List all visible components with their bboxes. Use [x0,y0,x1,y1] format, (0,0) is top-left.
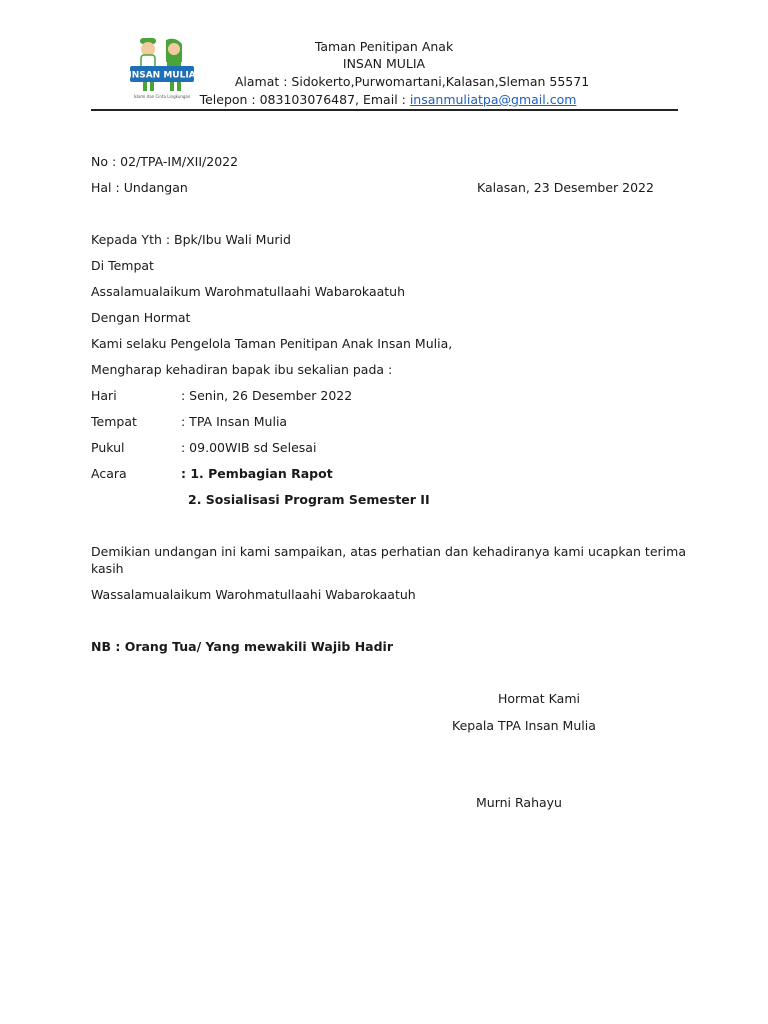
detail-value: : Senin, 26 Desember 2022 [181,388,353,403]
letter-note: NB : Orang Tua/ Yang mewakili Wajib Hadir [91,639,394,654]
letter-subject: Hal : Undangan [91,180,188,195]
letter-salutation: Dengan Hormat [91,310,191,325]
org-contact [4,92,768,107]
letter-greeting: Assalamualaikum Warohmatullaahi Wabarokaatuh [91,284,406,299]
letter-farewell: Wassalamualaikum Warohmatullaahi Wabarokaatuh [91,587,416,602]
closing-line-2: kasih [91,561,124,576]
signature-regards: Hormat Kami [498,691,580,706]
detail-row-day [91,388,352,403]
closing-line-1: Demikian undangan ini kami sampaikan, atas perhatian dan kehadiranya kami ucapkan terima [91,544,686,559]
letter-number: No : 02/TPA-IM/XII/2022 [91,154,239,169]
detail-row-place [91,414,287,429]
org-name: INSAN MULIA [342,56,426,71]
detail-label: Hari [91,388,117,403]
letter-place-date: Kalasan, 23 Desember 2022 [477,180,654,195]
org-phone: Telepon : 083103076487, Email : [199,92,410,107]
letter-location: Di Tempat [91,258,154,273]
detail-label: Acara [91,466,127,481]
agenda-item-2: 2. Sosialisasi Program Semester II [188,492,430,507]
detail-row-event [91,466,333,481]
detail-row-time [91,440,316,455]
org-type: Taman Penitipan Anak [314,39,454,54]
letter-request: Mengharap kehadiran bapak ibu sekalian pada : [91,362,393,377]
org-address: Alamat : Sidokerto,Purwomartani,Kalasan,Sleman 55571 [234,74,590,89]
detail-value: : 1. Pembagian Rapot [181,466,333,481]
detail-value: : 09.00WIB sd Selesai [181,440,317,455]
letterhead-divider [91,109,678,111]
org-email-link[interactable]: insanmuliatpa@gmail.com [409,92,577,107]
detail-value: : TPA Insan Mulia [181,414,288,429]
logo-name: INSAN MULIA [128,70,196,81]
detail-label: Pukul [91,440,125,455]
letter-recipient: Kepada Yth : Bpk/Ibu Wali Murid [91,232,291,247]
signature-name: Murni Rahayu [476,795,562,810]
logo-tagline: Islami dan Cinta Lingkungan [133,94,191,99]
detail-label: Tempat [91,414,137,429]
letter-intro: Kami selaku Pengelola Taman Penitipan Anak Insan Mulia, [91,336,453,351]
signature-position: Kepala TPA Insan Mulia [452,718,596,733]
